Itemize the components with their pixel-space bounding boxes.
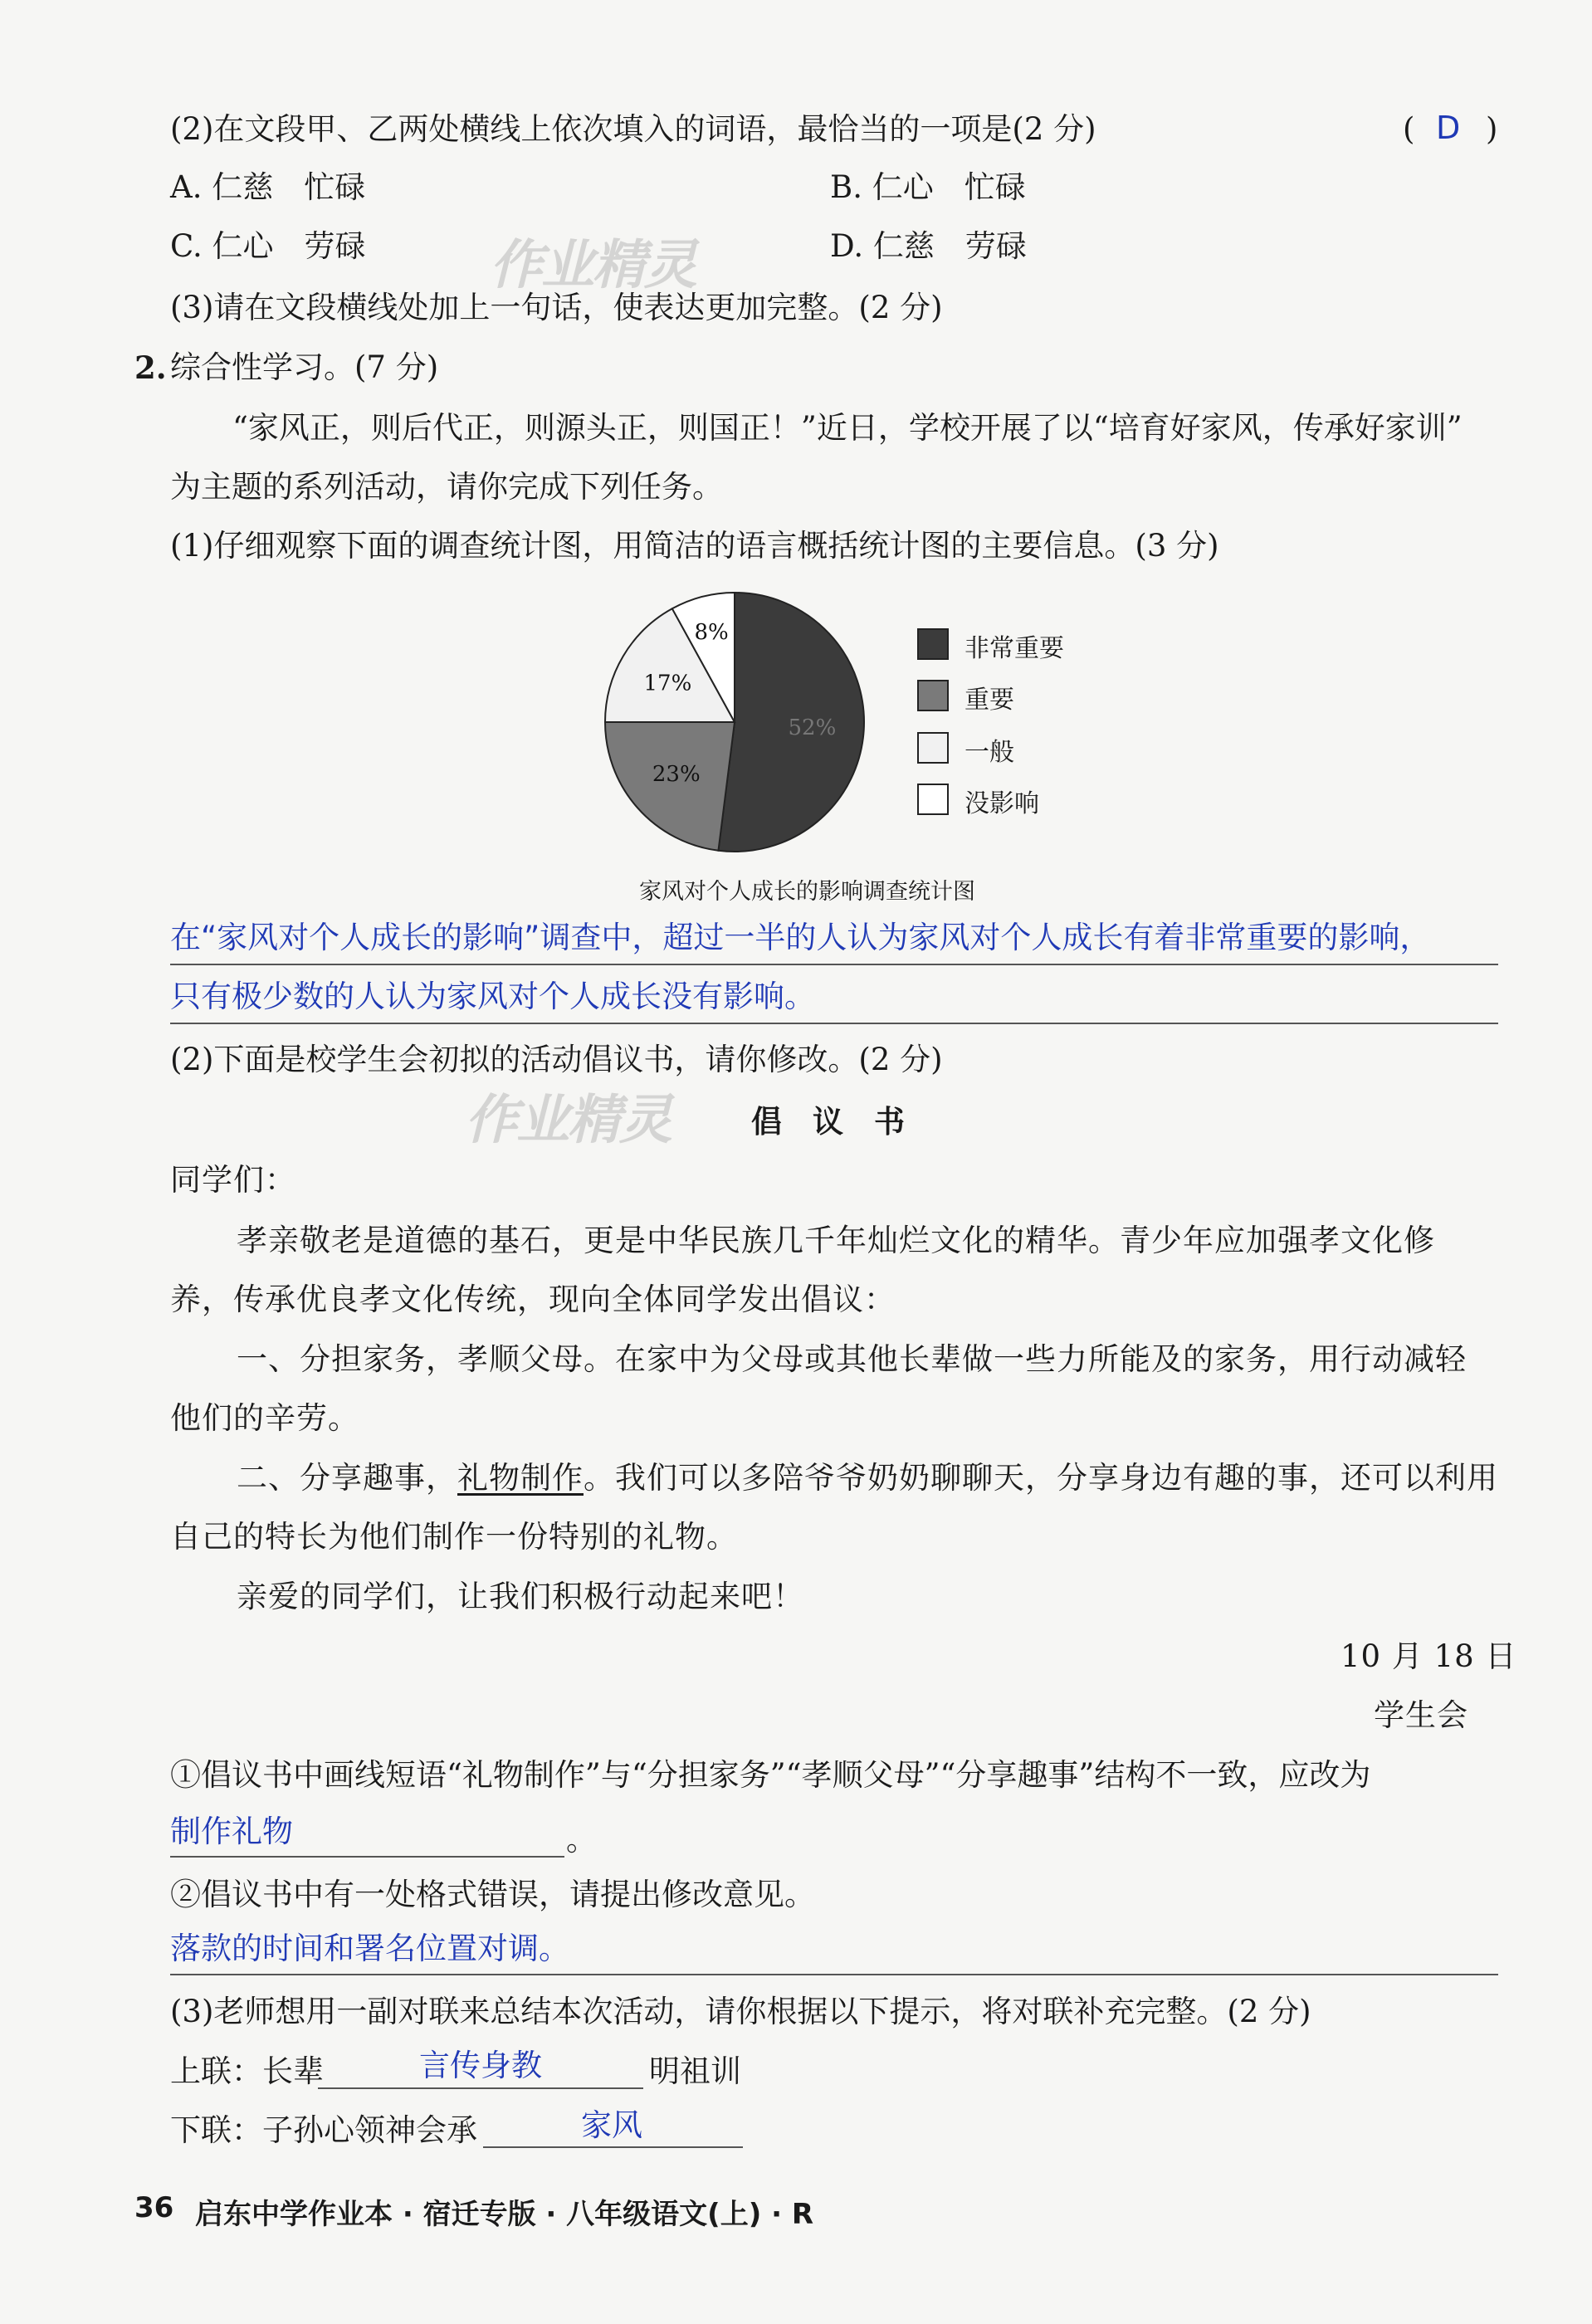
para-3-suffix: 。我们可以多陪爷爷奶奶聊聊天，分享身边有趣的事，还可以利用 — [584, 1460, 1498, 1496]
answer-rule — [170, 964, 1498, 965]
task-2-sub-2-question: ②倡议书中有一处格式错误，请提出修改意见。 — [170, 1877, 815, 1912]
letter-para-1-line-1: 孝亲敬老是道德的基石，更是中华民族几千年灿烂文化的精华。青少年应加强孝文化修 — [237, 1223, 1435, 1258]
page-number: 36 — [134, 2191, 174, 2224]
answer-bracket-close: ) — [1486, 111, 1498, 147]
option-c: C. 仁心 劳碌 — [170, 228, 366, 264]
legend-label-very-important: 非常重要 — [964, 634, 1064, 663]
intro-line-1: “家风正，则后代正，则源头正，则国正！”近日，学校开展了以“培育好家风，传承好家训” — [232, 410, 1463, 446]
answer-rule — [318, 2087, 643, 2089]
letter-para-1-line-2: 养，传承优良孝文化传统，现向全体同学发出倡议： — [170, 1282, 896, 1317]
para-3-prefix: 二、分享趣事， — [237, 1460, 457, 1496]
answer-rule — [483, 2146, 743, 2148]
underlined-phrase: 礼物制作 — [457, 1460, 584, 1496]
answer-bracket-open: ( — [1403, 111, 1415, 147]
couplet-lower-answer: 家风 — [581, 2107, 642, 2143]
task-1-answer-line-2: 只有极少数的人认为家风对个人成长没有影响。 — [170, 979, 815, 1014]
option-b: B. 仁心 忙碌 — [830, 169, 1026, 205]
answer-choice: D — [1436, 110, 1461, 146]
legend-swatch-average — [917, 732, 949, 764]
answer-rule — [170, 1974, 1498, 1975]
legend-label-average: 一般 — [964, 738, 1014, 767]
answer-rule — [170, 1023, 1498, 1024]
task-2-sub-1-question: ①倡议书中画线短语“礼物制作”与“分担家务”“孝顺父母”“分享趣事”结构不一致，应改为 — [170, 1757, 1371, 1793]
task-2-sub-1-answer: 制作礼物 — [170, 1814, 293, 1849]
letter-para-3-line-1 — [237, 1461, 1498, 1496]
pie-chart — [598, 581, 1096, 863]
letter-para-3-line-2: 自己的特长为他们制作一份特别的礼物。 — [170, 1519, 738, 1555]
answer-rule — [170, 1856, 564, 1858]
legend-swatch-no-effect — [917, 784, 949, 815]
legend-label-important: 重要 — [964, 686, 1014, 715]
option-a: A. 仁慈 忙碌 — [170, 169, 366, 205]
pie-label-very-important: 52% — [788, 715, 837, 740]
task-1-answer-line-1: 在“家风对个人成长的影响”调查中，超过一半的人认为家风对个人成长有着非常重要的影响， — [170, 920, 1431, 955]
legend-swatch-very-important — [917, 628, 949, 660]
couplet-lower-prefix: 下联：子孙心领神会承 — [170, 2112, 477, 2148]
pie-label-average: 17% — [643, 671, 692, 696]
watermark: 作业精灵 — [490, 235, 696, 296]
letter-salutation: 同学们： — [170, 1162, 296, 1198]
legend-swatch-important — [917, 680, 949, 711]
task-1-question: (1)仔细观察下面的调查统计图，用简洁的语言概括统计图的主要信息。(3 分) — [170, 528, 1219, 564]
task-2-sub-2-answer: 落款的时间和署名位置对调。 — [170, 1931, 569, 1966]
pie-label-important: 23% — [652, 761, 701, 787]
section-title: 综合性学习。(7 分) — [170, 349, 439, 385]
letter-closing: 亲爱的同学们，让我们积极行动起来吧！ — [237, 1579, 804, 1614]
letter-para-2-line-1: 一、分担家务，孝顺父母。在家中为父母或其他长辈做一些力所能及的家务，用行动减轻 — [237, 1341, 1467, 1377]
letter-signature: 学生会 — [1374, 1697, 1468, 1733]
sentence-end: 。 — [566, 1822, 597, 1858]
legend-label-no-effect: 没影响 — [964, 789, 1039, 818]
pie-label-no-effect: 8% — [694, 620, 729, 646]
couplet-upper-answer: 言传身教 — [419, 2048, 542, 2083]
section-number: 2. — [134, 349, 167, 386]
task-2-question: (2)下面是校学生会初拟的活动倡议书，请你修改。(2 分) — [170, 1042, 943, 1077]
option-d: D. 仁慈 劳碌 — [830, 228, 1027, 264]
couplet-upper-prefix: 上联：长辈 — [170, 2053, 324, 2089]
question-2-3: (3)请在文段横线处加上一句话，使表达更加完整。(2 分) — [170, 290, 943, 325]
question-2-2: (2)在文段甲、乙两处横线上依次填入的词语，最恰当的一项是(2 分) — [170, 111, 1096, 147]
task-3-question: (3)老师想用一副对联来总结本次活动，请你根据以下提示，将对联补充完整。(2 分) — [170, 1994, 1311, 2029]
intro-line-2: 为主题的系列活动，请你完成下列任务。 — [170, 469, 723, 505]
letter-title: 倡 议 书 — [751, 1103, 905, 1140]
couplet-upper-suffix: 明祖训 — [649, 2053, 741, 2089]
letter-para-2-line-2: 他们的辛劳。 — [170, 1400, 359, 1436]
book-title: 启东中学作业本 · 宿迁专版 · 八年级语文(上) · R — [195, 2198, 814, 2231]
watermark: 作业精灵 — [465, 1090, 671, 1151]
chart-title: 家风对个人成长的影响调查统计图 — [639, 879, 975, 905]
letter-date: 10 月 18 日 — [1341, 1638, 1517, 1674]
